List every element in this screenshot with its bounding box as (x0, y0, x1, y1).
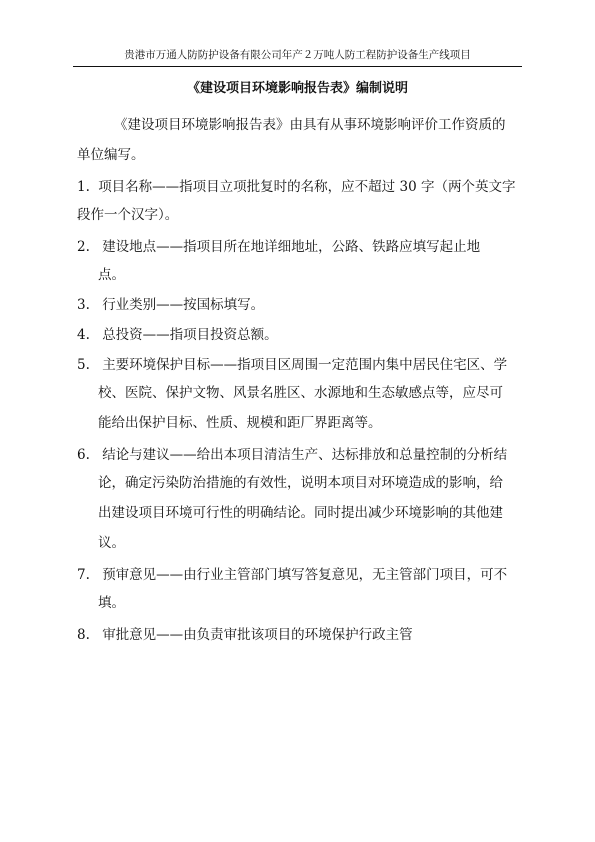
list-item-8 (77, 626, 413, 644)
list-item-text: 审批意见——由负责审批该项目的环境保护行政主管 (102, 627, 413, 643)
list-item-5-continuation: 校、医院、保护文物、风景名胜区、水源地和生态敏感点等，应尽可 (98, 385, 503, 401)
list-item-text: 建设地点——指项目所在地详细地址，公路、铁路应填写起止地 (102, 239, 481, 255)
list-item-text: 行业类别——按国标填写。 (102, 297, 265, 313)
list-item-7 (77, 566, 507, 584)
list-item-5 (77, 356, 507, 374)
list-item-6 (77, 446, 507, 464)
intro-line-1: 《建设项目环境影响报告表》由具有从事环境影响评价工作资质的 (114, 117, 506, 133)
list-item-1-continuation: 段作一个汉字）。 (77, 207, 179, 223)
list-item-number: 5. (77, 357, 90, 373)
list-item-6-continuation: 论，确定污染防治措施的有效性，说明本项目对环境造成的影响，给 (98, 475, 503, 491)
list-item-6-continuation: 议。 (98, 535, 125, 551)
list-item-number: 4. (77, 327, 90, 343)
list-item-number: 1. (77, 179, 90, 195)
list-item-number: 2. (77, 239, 90, 255)
document-title: 《建设项目环境影响报告表》编制说明 (186, 81, 408, 96)
list-item-4 (77, 326, 278, 344)
running-header: 贵港市万通人防防护设备有限公司年产２万吨人防工程防护设备生产线项目 (124, 49, 471, 61)
list-item-7-continuation: 填。 (98, 595, 125, 611)
list-item-text: 结论与建议——给出本项目清洁生产、达标排放和总量控制的分析结 (102, 447, 508, 463)
list-item-5-continuation: 能给出保护目标、性质、规模和距厂界距离等。 (98, 415, 382, 431)
header-divider (73, 66, 522, 67)
list-item-text: 总投资——指项目投资总额。 (102, 327, 278, 343)
list-item-1 (77, 178, 515, 196)
list-item-3 (77, 296, 264, 314)
intro-line-2: 单位编写。 (77, 147, 145, 163)
list-item-6-continuation: 出建设项目环境可行性的明确结论。同时提出减少环境影响的其他建 (98, 505, 503, 521)
list-item-number: 3. (77, 297, 90, 313)
list-item-2 (77, 238, 480, 256)
list-item-number: 8. (77, 627, 90, 643)
list-item-number: 7. (77, 567, 90, 583)
list-item-number: 6. (77, 447, 90, 463)
list-item-text: 主要环境保护目标——指项目区周围一定范围内集中居民住宅区、学 (102, 357, 508, 373)
list-item-text: 项目名称——指项目立项批复时的名称，应不超过 30 字（两个英文字 (98, 179, 516, 195)
list-item-2-continuation: 点。 (98, 267, 125, 283)
list-item-text: 预审意见——由行业主管部门填写答复意见，无主管部门项目，可不 (102, 567, 508, 583)
